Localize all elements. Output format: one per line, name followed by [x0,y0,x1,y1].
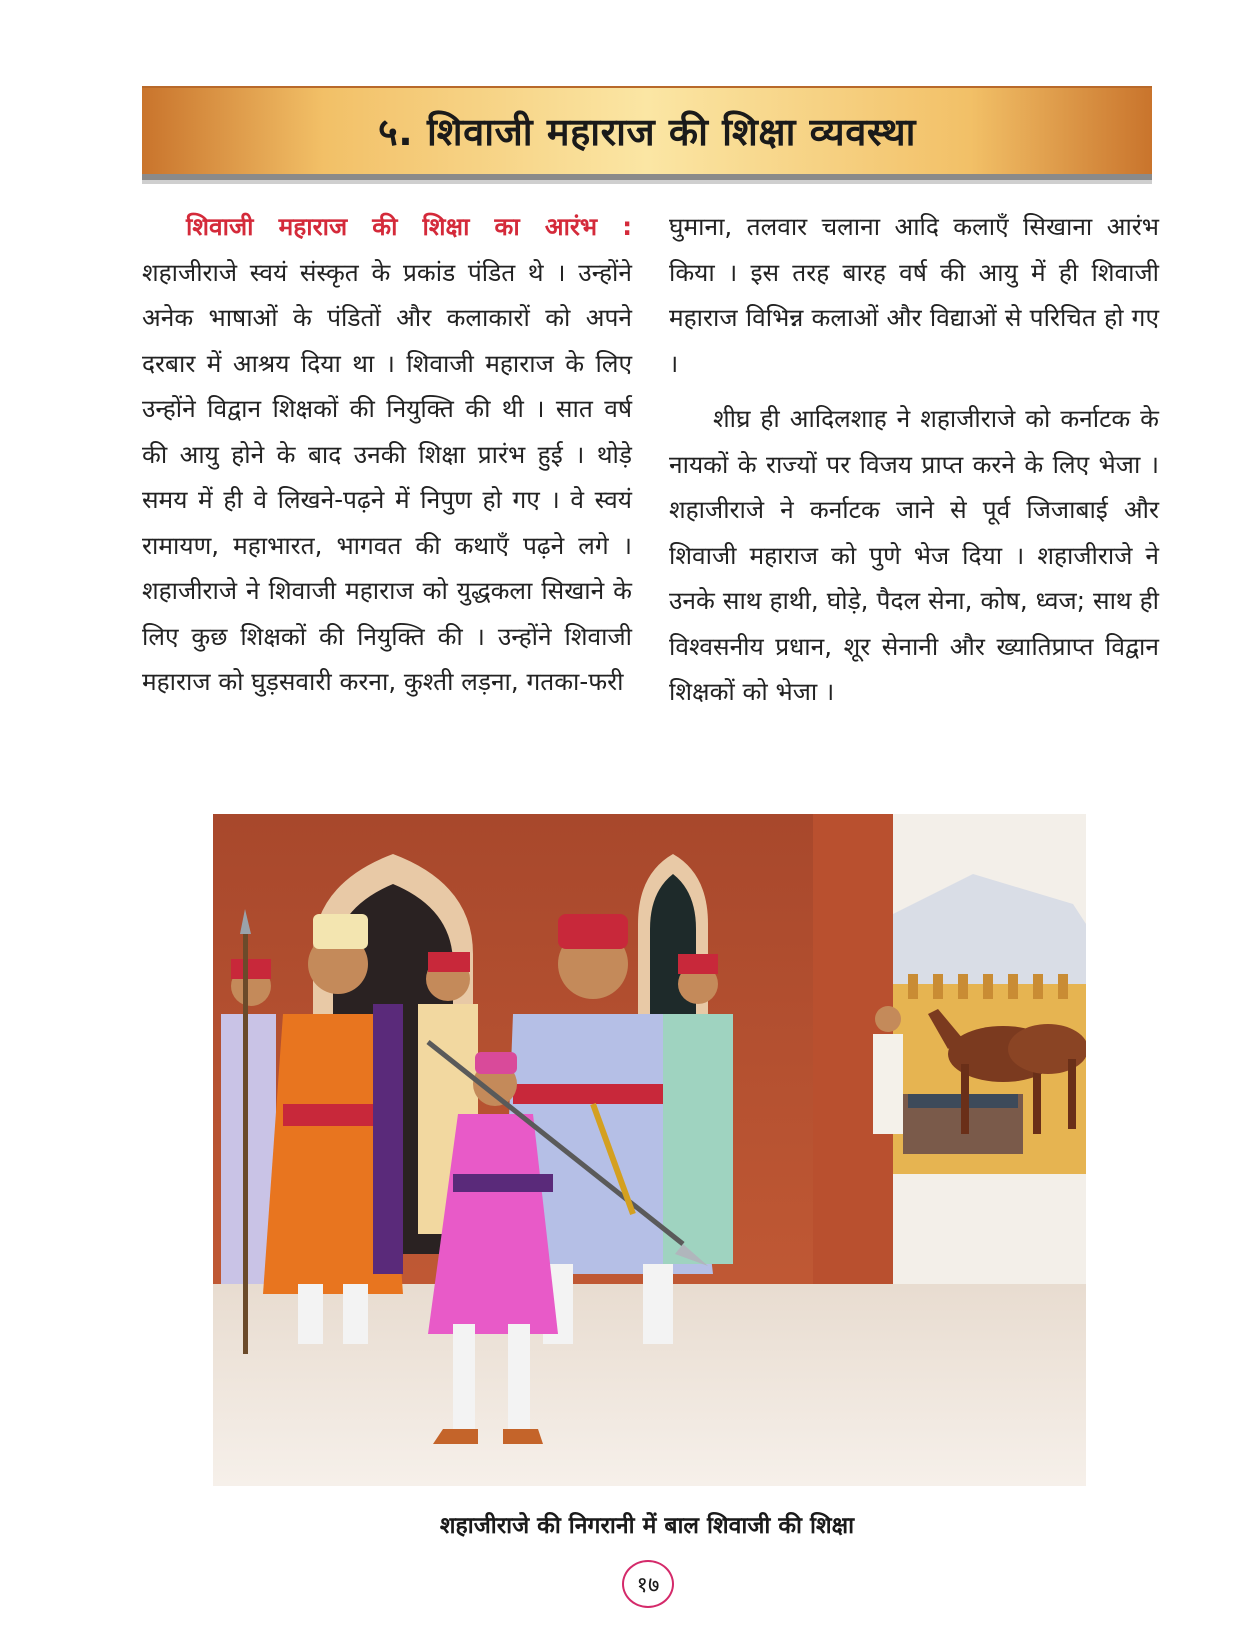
intro-paragraph-text: शहाजीराजे स्वयं संस्कृत के प्रकांड पंडित थे । उन्होंने अनेक भाषाओं के पंडितों और कलाकारों को अपने दरबार में आश्रय दिया था । शिवाजी महाराज के लिए उन्होंने विद्वान शिक्षकों की नियुक्ति की थी । सात वर्ष की आयु होने के बाद उनकी शिक्षा प्रारंभ हुई । थोड़े समय में ही वे लिखने-पढ़ने में निपुण हो गए । वे स्वयं रामायण, महाभारत, भागवत की कथाएँ पढ़ने लगे । शहाजीराजे ने शिवाजी महाराज को युद्धकला सिखाने के लिए कुछ शिक्षकों की नियुक्ति की । उन्होंने शिवाजी महाराज को घुड़सवारी करना, कुश्ती लड़ना, गतका-फरी [142,257,632,696]
chapter-title-banner [142,86,1152,180]
chapter-title: ५. शिवाजी महाराज की शिक्षा व्यवस्था [378,110,916,154]
intro-paragraph [142,204,632,705]
left-text-column [142,204,632,715]
training-scene-painting [213,814,1086,1486]
right-text-column [669,204,1159,725]
page-number: १७ [622,1560,674,1608]
section-subheading: शिवाजी महाराज की शिक्षा का आरंभ : [186,212,632,241]
illustration [213,814,1086,1486]
illustration-caption: शहाजीराजे की निगरानी में बाल शिवाजी की शिक्षा [439,1513,855,1539]
continuation-paragraph: घुमाना, तलवार चलाना आदि कलाएँ सिखाना आरंभ किया । इस तरह बारह वर्ष की आयु में ही शिवाजी महाराज विभिन्न कलाओं और विद्याओं से परिचित हो गए । [669,212,1159,378]
karnataka-paragraph: शीघ्र ही आदिलशाह ने शहाजीराजे को कर्नाटक के नायकों के राज्यों पर विजय प्राप्त करने के लिए भेजा । शहाजीराजे ने कर्नाटक जाने से पूर्व जिजाबाई और शिवाजी महाराज को पुणे भेज दिया । शहाजीराजे ने उनके साथ हाथी, घोड़े, पैदल सेना, कोष, ध्वज; साथ ही विश्वसनीय प्रधान, शूर सेनानी और ख्यातिप्राप्त विद्वान शिक्षकों को भेजा । [669,404,1159,706]
